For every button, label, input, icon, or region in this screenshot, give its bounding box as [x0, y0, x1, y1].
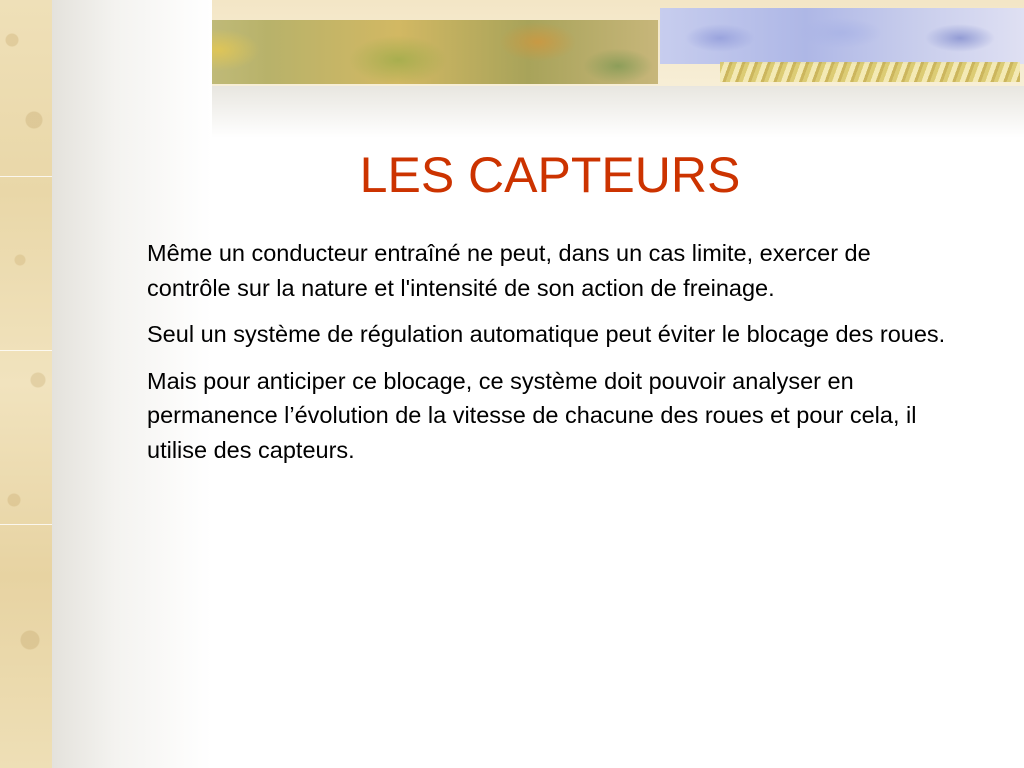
parchment-divider	[0, 524, 52, 525]
blue-texture-image	[660, 8, 1024, 64]
wheat-image	[720, 62, 1020, 82]
parchment-divider	[0, 350, 52, 351]
parchment-stripe	[0, 0, 52, 768]
paragraph: Même un conducteur entraîné ne peut, dans un cas limite, exercer de contrôle sur la nature et l'intensité de son action de freinage.	[147, 240, 871, 301]
parchment-divider	[0, 176, 52, 177]
slide-title: LES CAPTEURS	[359, 147, 741, 203]
header-shadow	[160, 86, 1024, 138]
slide-body	[147, 236, 947, 479]
autumn-leaves-image	[138, 20, 658, 84]
paragraph: Seul un système de régulation automatique peut éviter le blocage des roues.	[147, 321, 946, 347]
paragraph: Mais pour anticiper ce blocage, ce système doit pouvoir analyser en permanence l’évolution de la vitesse de chacune des roues et pour cela, il utilise des capteurs.	[147, 367, 917, 463]
